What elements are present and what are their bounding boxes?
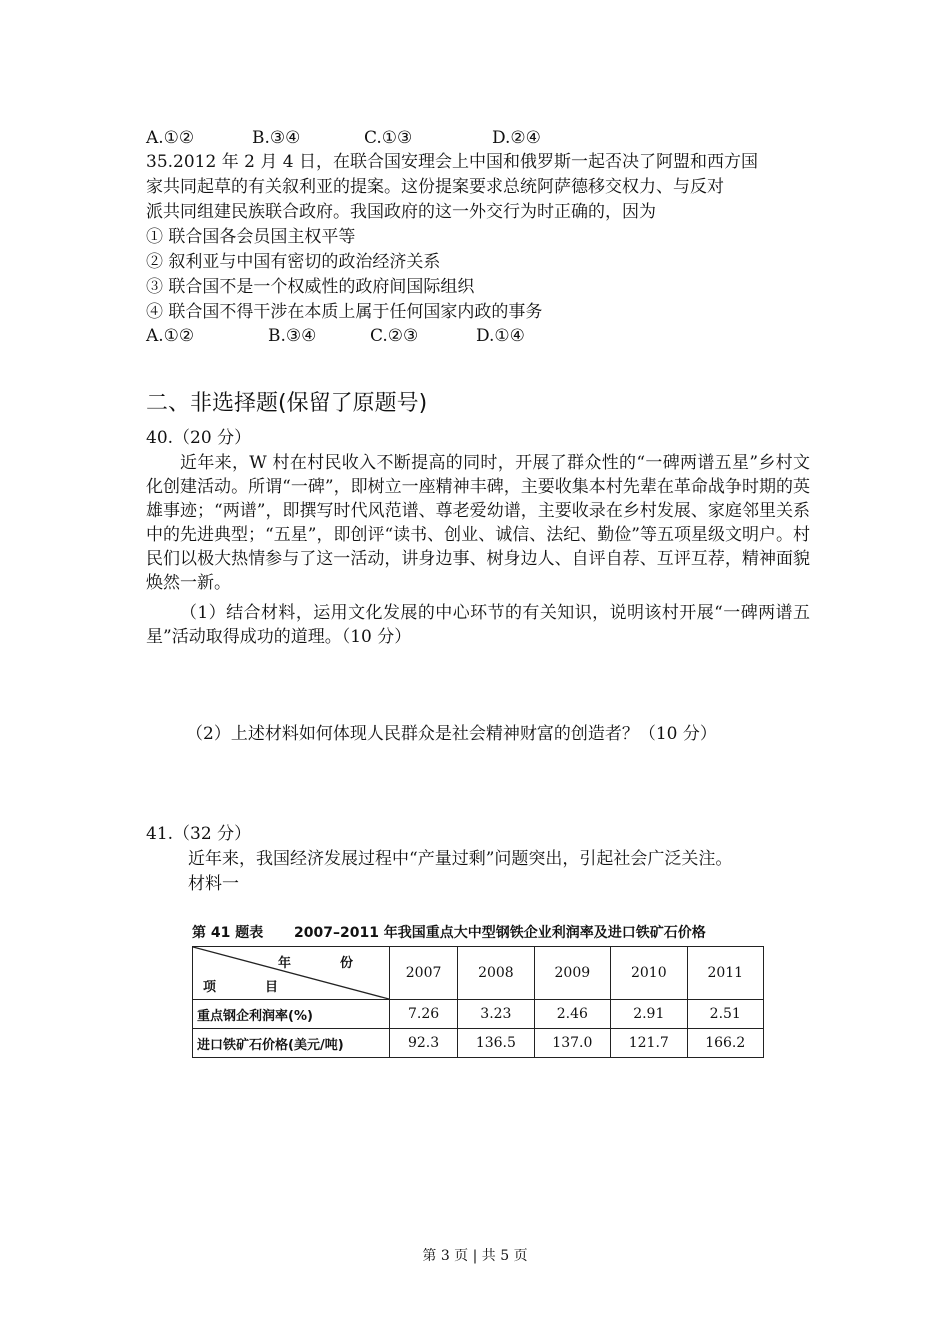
table-row [193,1000,764,1029]
q40-subquestion-1: （1）结合材料，运用文化发展的中心环节的有关知识，说明该村开展“一碑两谱五星”活动取得成功的道理。（10 分） [146,603,810,647]
q35-option-b: B.③④ [268,326,317,346]
q35-statement-1: ① 联合国各会员国主权平等 [146,227,356,247]
q35-options [146,324,816,348]
q35-statement-3: ③ 联合国不是一个权威性的政府间国际组织 [146,277,475,297]
diagonal-header-cell [193,947,390,1000]
q34-option-d: D.②④ [492,128,541,148]
q35-option-d: D.①④ [476,326,525,346]
table-cell: 137.0 [534,1029,610,1058]
table-cell: 2.51 [687,1000,763,1029]
q35-option-a: A.①② [146,326,195,346]
q35-line-1: 35.2012 年 2 月 4 日，在联合国安理会上中国和俄罗斯一起否决了阿盟和西方国 [146,152,758,172]
data-table [192,946,764,1058]
table-cell: 166.2 [687,1029,763,1058]
table-cell: 92.3 [390,1029,458,1058]
section-title: 二、非选择题(保留了原题号) [146,391,428,416]
table-label: 第 41 题表 [192,925,264,941]
table-cell: 136.5 [458,1029,534,1058]
table-cell: 7.26 [390,1000,458,1029]
q35-line-3: 派共同组建民族联合政府。我国政府的这一外交行为时正确的，因为 [146,202,656,222]
table-cell: 2.46 [534,1000,610,1029]
q35-statement-2: ② 叙利亚与中国有密切的政治经济关系 [146,252,441,272]
table-cell: 3.23 [458,1000,534,1029]
q34-option-a: A.①② [146,128,195,148]
header-item-label: 项 目 [203,980,297,995]
q35-statement-4: ④ 联合国不得干涉在本质上属于任何国家内政的事务 [146,302,543,322]
table-caption [192,922,764,946]
q35-option-c: C.②③ [370,326,419,346]
col-header: 2011 [687,947,763,1000]
col-header: 2010 [611,947,687,1000]
q40-material: 近年来，W 村在村民收入不断提高的同时，开展了群众性的“一碑两谱五星”乡村文化创建活动。所谓“一碑”，即树立一座精神丰碑，主要收集本村先辈在革命战争时期的英雄事迹；“两谱”，即撰写时代风范谱、尊老爱幼谱，主要收录在乡村发展、家庭邻里关系中的先进典型；“五星”，即创评“读书、创业、诚信、法纪、勤俭”等五项星级文明户。村民们以极大热情参与了这一活动，讲身边事、树身边人、自评自荐、互评互荐，精神面貌焕然一新。 [146,453,810,593]
table-title: 2007–2011 年我国重点大中型钢铁企业利润率及进口铁矿石价格 [294,925,706,941]
q41-data-table-figure [192,922,764,1058]
page-footer: 第 3 页 | 共 5 页 [422,1248,528,1264]
table-row [193,1029,764,1058]
q41-material-label: 材料一 [188,874,239,894]
table-cell: 121.7 [611,1029,687,1058]
col-header: 2008 [458,947,534,1000]
row-label: 进口铁矿石价格(美元/吨) [193,1029,390,1058]
q40-header: 40.（20 分） [146,428,252,448]
col-header: 2007 [390,947,458,1000]
q34-option-c: C.①③ [364,128,413,148]
q40-subquestion-2: （2）上述材料如何体现人民群众是社会精神财富的创造者？（10 分） [186,724,717,744]
col-header: 2009 [534,947,610,1000]
header-year-label: 年 份 [277,956,371,971]
table-cell: 2.91 [611,1000,687,1029]
q35-line-2: 家共同起草的有关叙利亚的提案。这份提案要求总统阿萨德移交权力、与反对 [146,177,724,197]
q34-option-b: B.③④ [252,128,301,148]
row-label: 重点钢企利润率(%) [193,1000,390,1029]
q34-options [146,126,816,150]
q41-header: 41.（32 分） [146,824,252,844]
table-header-row [193,947,764,1000]
q41-intro: 近年来，我国经济发展过程中“产量过剩”问题突出，引起社会广泛关注。 [188,849,733,869]
